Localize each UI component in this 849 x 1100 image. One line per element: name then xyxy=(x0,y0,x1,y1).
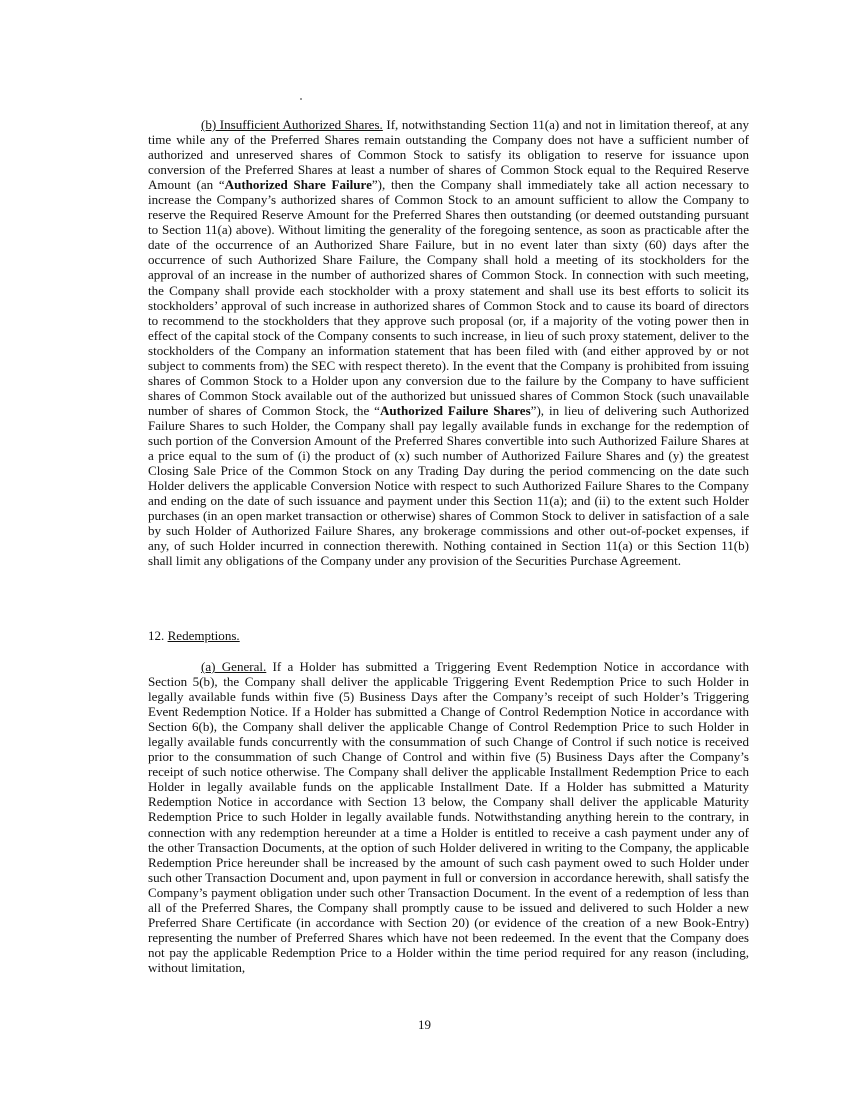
paragraph-text: ”), then the Company shall immediately take all action necessary to increase the Company’s authorized shares of Common Stock to an amount sufficient to allow the Company to reserve the Required Reserve Amount for the Preferred Shares then outstanding (or deemed outstanding pursuant to Section 11(a) above). Without limiting the generality of the foregoing sentence, as soon as practicable after the date of the occurrence of an Authorized Share Failure, but in no event later than sixty (60) days after the occurrence of such Authorized Share Failure, the Company shall hold a meeting of its stockholders for the approval of an increase in the number of authorized shares of Common Stock. In connection with such meeting, the Company shall provide each stockholder with a proxy statement and shall use its best efforts to solicit its stockholders’ approval of such increase in authorized shares of Common Stock and to cause its board of directors to recommend to the stockholders that they approve such proposal (or, if a majority of the voting power then in effect of the capital stock of the Company consents to such increase, in lieu of such proxy statement, deliver to the stockholders of the Company an information statement that has been filed with (and either approved by or not subject to comments from) the SEC with respect thereto). In the event that the Company is prohibited from issuing shares of Common Stock to a Holder upon any conversion due to the failure by the Company to have sufficient shares of Common Stock available out of the authorized but unissued shares of Common Stock (such unavailable number of shares of Common Stock, the “ xyxy=(148,177,749,418)
defined-term: Authorized Share Failure xyxy=(224,177,372,193)
paragraph-text: ”), in lieu of delivering such Authorized Failure Shares to such Holder, the Company shall pay legally available funds in exchange for the redemption of such portion of the Conversion Amount of the Preferred Shares convertible into such Authorized Failure Shares at a price equal to the sum of (i) the product of (x) such number of Authorized Failure Shares and (y) the greatest Closing Sale Price of the Common Stock on any Trading Day during the period commencing on the date such Holder delivers the applicable Conversion Notice with respect to such Authorized Failure Shares to the Company and ending on the date of such issuance and payment under this Section 11(a); and (ii) to the extent such Holder purchases (in an open market transaction or otherwise) shares of Common Stock to deliver in satisfaction of a sale by such Holder of Authorized Failure Shares, any brokerage commissions and other out-of-pocket expenses, if any, of such Holder incurred in connection therewith. Nothing contained in Section 11(a) or this Section 11(b) shall limit any obligations of the Company under any provision of the Securities Purchase Agreement. xyxy=(148,402,749,569)
page-number: 19 xyxy=(418,1017,431,1032)
section-title: Redemptions. xyxy=(167,628,240,643)
paragraph-insufficient-authorized-shares xyxy=(148,117,749,568)
defined-term: Authorized Failure Shares xyxy=(379,402,531,418)
paragraph-general xyxy=(148,659,749,975)
section-number: 12. xyxy=(148,628,168,643)
paragraph-body xyxy=(148,659,749,975)
paragraph-heading: (b) Insufficient Authorized Shares. xyxy=(201,117,383,132)
paragraph-heading: (a) General. xyxy=(201,659,267,674)
section-heading xyxy=(148,628,749,643)
paragraph-text: If a Holder has submitted a Triggering Event Redemption Notice in accordance with Section 5(b), the Company shall deliver the applicable Triggering Event Redemption Price to such Holder in legally available funds within five (5) Business Days after the Company’s receipt of such Holder’s Triggering Event Redemption Notice. If a Holder has submitted a Change of Control Redemption Notice in accordance with Section 6(b), the Company shall deliver the applicable Change of Control Redemption Price to such Holder in legally available funds concurrently with the consummation of such Change of Control if such notice is received prior to the consummation of such Change of Control and within five (5) Business Days after the Company’s receipt of such notice otherwise. The Company shall deliver the applicable Installment Redemption Price to each Holder in legally available funds on the applicable Installment Date. If a Holder has submitted a Maturity Redemption Notice in accordance with Section 13 below, the Company shall deliver the applicable Maturity Redemption Price to such Holder in legally available funds. Notwithstanding anything herein to the contrary, in connection with any redemption hereunder at a time a Holder is entitled to receive a cash payment under any of the other Transaction Documents, at the option of such Holder delivered in writing to the Company, the applicable Redemption Price hereunder shall be increased by the amount of such cash payment owed to such Holder under such other Transaction Document and, upon payment in full or conversion in accordance herewith, shall satisfy the Company’s payment obligation under such other Transaction Document. In the event of a redemption of less than all of the Preferred Shares, the Company shall promptly cause to be issued and delivered to such Holder a new Preferred Share Certificate (in accordance with Section 20) (or evidence of the creation of a new Book-Entry) representing the number of Preferred Shares which have not been redeemed. In the event that the Company does not pay the applicable Redemption Price to a Holder within the time period required for any reason (including, without limitation, xyxy=(148,659,749,975)
paragraph-text: If, notwithstanding Section 11(a) and not in limitation thereof, at any time while any of the Preferred Shares remain outstanding the Company does not have a sufficient number of authorized and unreserved shares of Common Stock to satisfy its obligation to reserve for issuance upon conversion of the Preferred Shares at least a number of shares of Common Stock equal to the Required Reserve Amount (an “ xyxy=(148,117,750,193)
section-heading-redemptions xyxy=(148,628,749,643)
paragraph-body xyxy=(148,117,749,568)
scan-speck xyxy=(300,98,302,100)
